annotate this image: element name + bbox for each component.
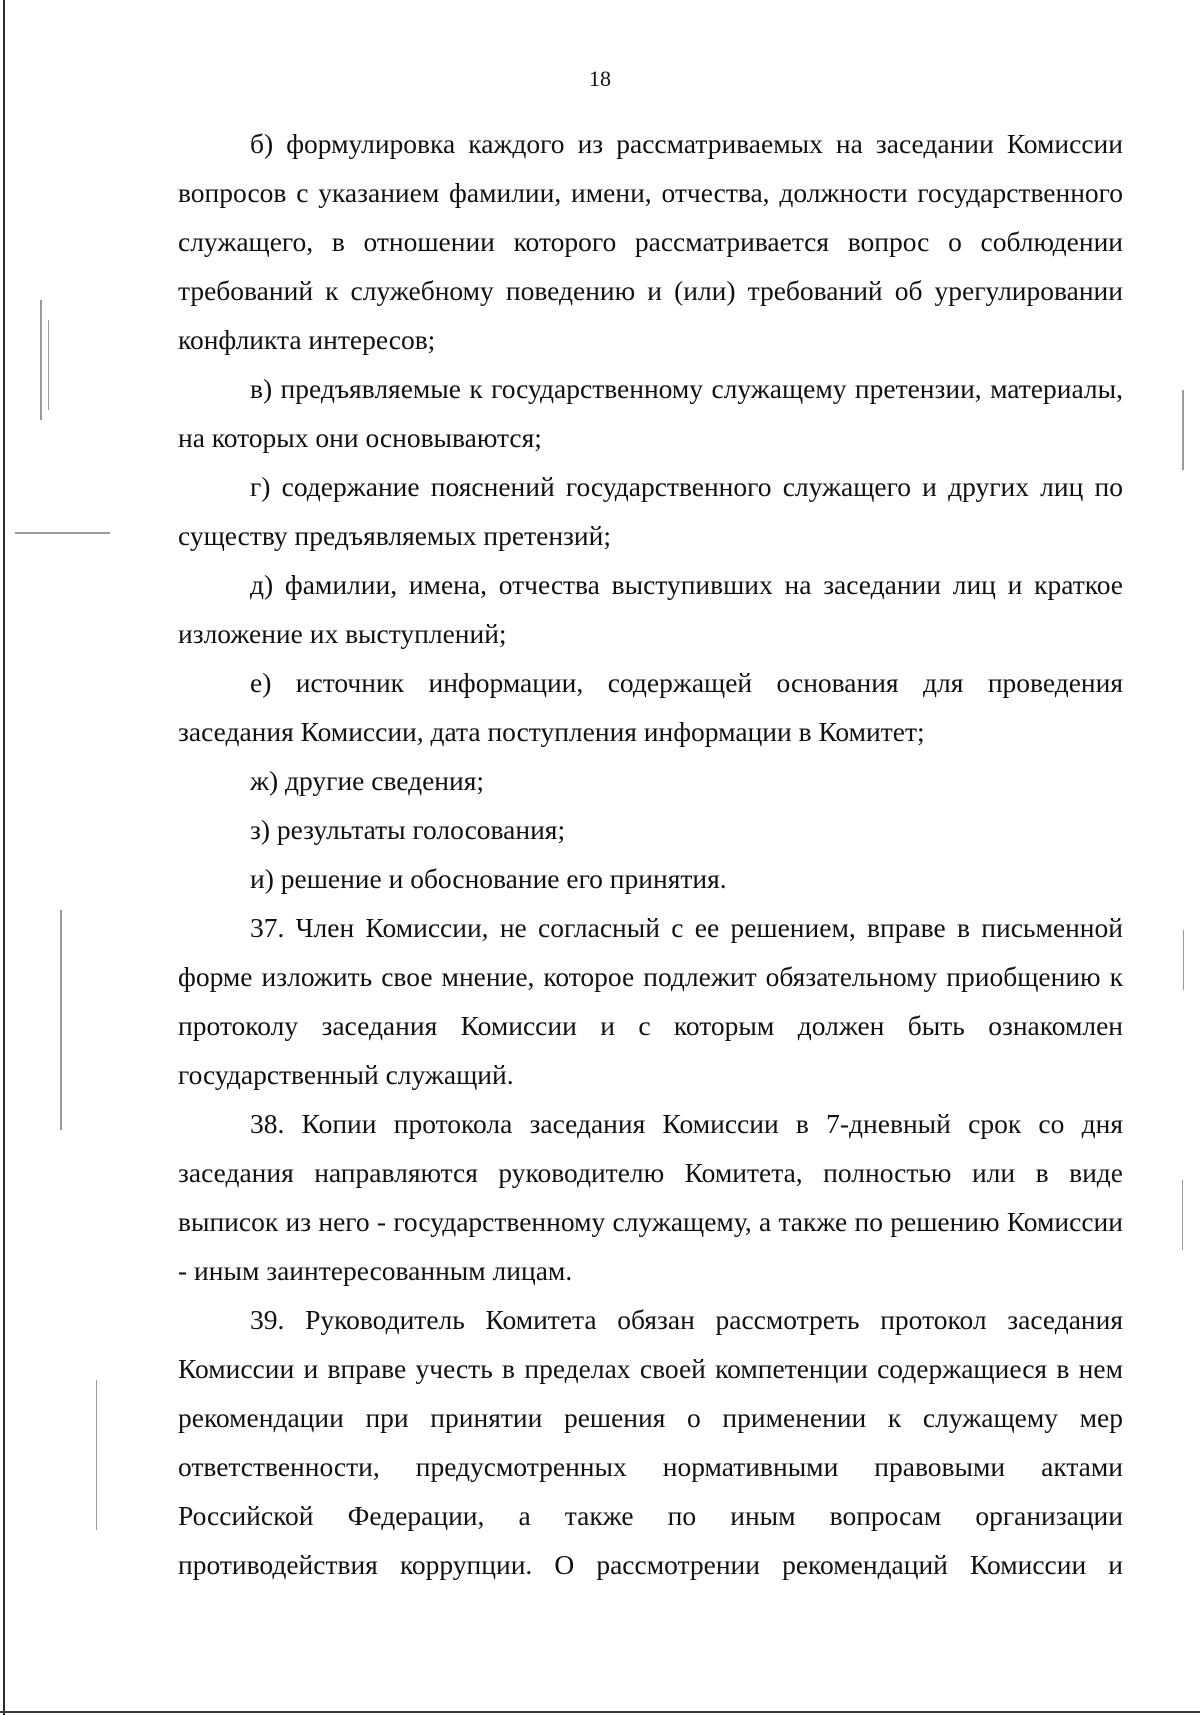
scan-bottom-border <box>0 1711 1200 1713</box>
paragraph-b: б) формулировка каждого из рассматриваемых на заседании Комиссии вопросов с указанием фамилии, имени, отчества, должности государственного служащего, в отношении которого рассматривается вопрос о соблюдении требований к служебному поведению и (или) требований об урегулировании конфликта интересов; <box>178 128 1123 355</box>
scan-artifact <box>96 1380 97 1530</box>
paragraph-v: в) предъявляемые к государственному служащему претензии, материалы, на которых они основываются; <box>178 373 1123 453</box>
scan-artifact <box>1183 930 1184 990</box>
scan-artifact <box>1182 1180 1183 1250</box>
document-body <box>178 119 1123 1589</box>
paragraph-37: 37. Член Комиссии, не согласный с ее решением, вправе в письменной форме изложить свое мнение, которое подлежит обязательному приобщению к протоколу заседания Комиссии и с которым должен быть ознакомлен государственный служащий. <box>178 912 1123 1090</box>
paragraph-g: г) содержание пояснений государственного служащего и других лиц по существу предъявляемых претензий; <box>178 471 1123 551</box>
scan-artifact <box>15 532 110 534</box>
scan-artifact <box>40 300 42 420</box>
page-number: 18 <box>589 66 611 91</box>
paragraph-38: 38. Копии протокола заседания Комиссии в 7-дневный срок со дня заседания направляются руководителю Комитета, полностью или в виде выписок из него - государственному служащему, а также по решению Комиссии - иным заинтересованным лицам. <box>178 1108 1123 1286</box>
paragraph-e: е) источник информации, содержащей основания для проведения заседания Комиссии, дата поступления информации в Комитет; <box>178 667 1123 747</box>
scan-artifact <box>60 910 62 1130</box>
paragraph-39: 39. Руководитель Комитета обязан рассмотреть протокол заседания Комиссии и вправе учесть в пределах своей компетенции содержащиеся в нем рекомендации при принятии решения о применении к служащему мер ответственности, предусмотренных нормативными правовыми актами Российской Федерации, а также по иным вопросам организации противодействия коррупции. О рассмотрении рекомендаций Комиссии и <box>178 1304 1123 1580</box>
paragraph-d: д) фамилии, имена, отчества выступивших на заседании лиц и краткое изложение их выступлений; <box>178 569 1123 649</box>
paragraph-i: и) решение и обоснование его принятия. <box>250 863 727 894</box>
scan-artifact <box>48 320 49 410</box>
scan-artifact <box>1182 390 1184 470</box>
scan-left-border <box>3 0 5 1715</box>
paragraph-z: з) результаты голосования; <box>250 814 566 845</box>
paragraph-zh: ж) другие сведения; <box>250 765 485 796</box>
